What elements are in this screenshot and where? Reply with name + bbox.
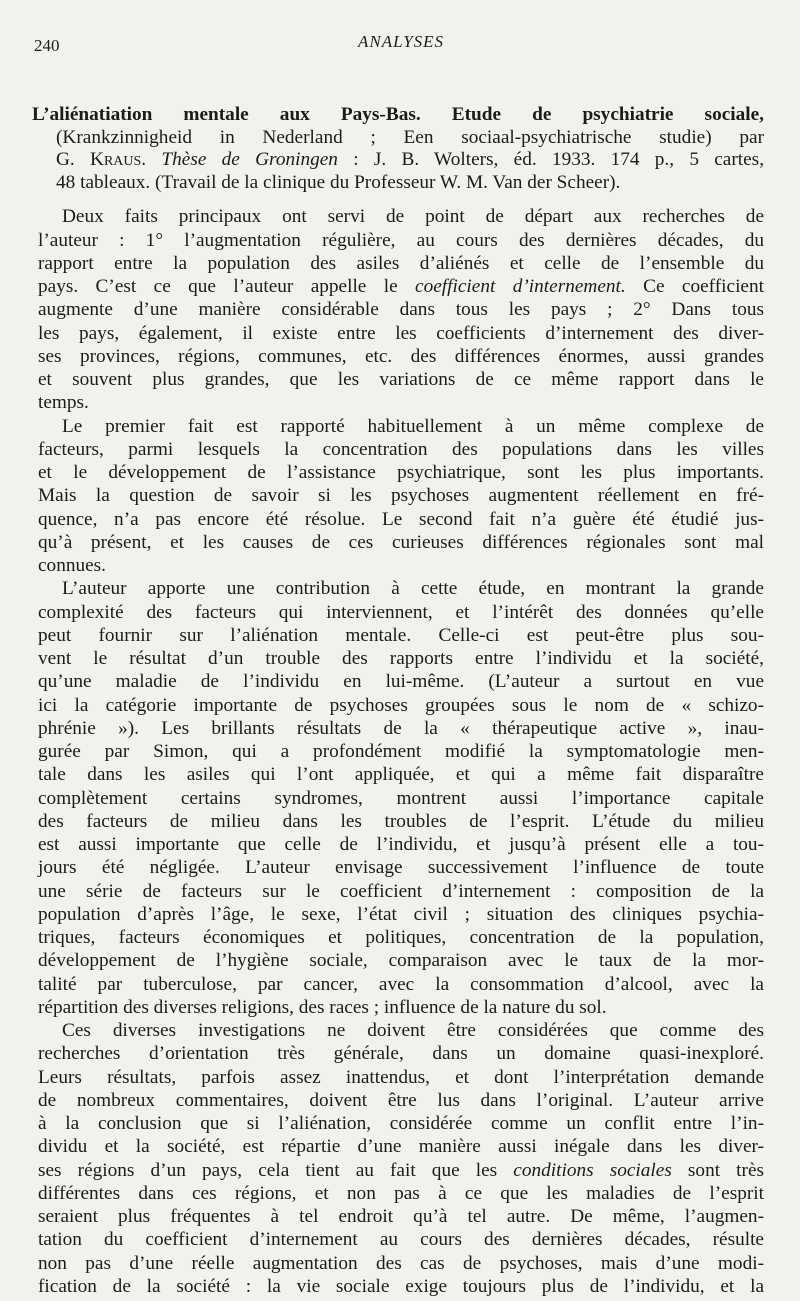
reference-title: L’aliénatiation mentale aux Pays-Bas. Etude de psychiatrie sociale, <box>32 104 764 125</box>
text-line: seraient plus fréquentes à tel endroit qu’à tel autre. De même, l’augmen- <box>38 1206 764 1228</box>
text-line: développement de l’hygiène sociale, comparaison avec le taux de la mor- <box>38 950 764 972</box>
text-line: ici la catégorie importante de psychoses groupées sous le nom de « schizo- <box>38 694 764 716</box>
text-line: de nombreux commentaires, doivent être lus dans l’original. L’auteur arrive <box>38 1089 764 1111</box>
text-line: et le développement de l’assistance psychiatrique, sont les plus importants. <box>38 462 764 484</box>
text-line: gurée par Simon, qui a profondément modifié la symptomatologie men- <box>38 741 764 763</box>
text-line: temps. <box>38 392 89 414</box>
text-line: Ces diverses investigations ne doivent être considérées que comme des <box>62 1020 764 1042</box>
text-segment: pays. C’est ce que l’auteur appelle le <box>38 276 416 298</box>
reference-thesis: Thèse de Groningen <box>161 149 338 171</box>
review-body <box>38 205 764 1298</box>
text-line: recherches d’orientation très générale, dans un domaine quasi-inexploré. <box>38 1043 764 1065</box>
text-segment: sont très <box>671 1159 765 1181</box>
text-line: différentes dans ces régions, et non pas à ce que les maladies de l’esprit <box>38 1182 764 1204</box>
page-number: 240 <box>34 36 60 55</box>
text-line: qu’une maladie de l’individu en lui-même. (L’auteur a surtout en vue <box>38 671 764 693</box>
running-title: ANALYSES <box>357 32 445 51</box>
text-line: talité par tuberculose, par cancer, avec la consommation d’alcool, avec la <box>38 973 764 995</box>
reference-author-line <box>32 149 764 172</box>
text-line: phrénie »). Les brillants résultats de la « thérapeutique active », inau- <box>38 717 764 739</box>
text-line: tale dans les asiles qui l’ont appliquée, et qui a même fait disparaître <box>38 764 764 786</box>
text-line: Deux faits principaux ont servi de point de départ aux recherches de <box>62 206 764 228</box>
text-line: à la conclusion que si l’aliénation, considérée comme un conflit entre l’in- <box>38 1113 764 1135</box>
text-line: des facteurs de milieu dans les troubles de l’esprit. L’étude du milieu <box>38 810 764 832</box>
running-head <box>34 30 764 56</box>
text-line: est aussi importante que celle de l’individu, et jusqu’à présent elle a tou- <box>38 834 764 856</box>
text-line: vent le résultat d’un trouble des rapports entre l’individu et la société, <box>38 648 764 670</box>
paragraph-1 <box>38 205 764 414</box>
text-line <box>38 1159 764 1182</box>
emphasis-conditions-sociales: conditions sociales <box>513 1159 672 1181</box>
text-line: L’auteur apporte une contribution à cette étude, en montrant la grande <box>62 578 764 600</box>
text-line: qu’à présent, et les causes de ces curieuses différences régionales sont mal <box>38 531 764 553</box>
text-line: connues. <box>38 555 107 577</box>
text-line: jours été négligée. L’auteur envisage successivement l’influence de toute <box>38 857 764 879</box>
paragraph-2 <box>38 415 764 578</box>
text-line: et souvent plus grandes, que les variations de ce même rapport dans le <box>38 369 764 391</box>
paragraph-3 <box>38 577 764 1019</box>
text-segment: ses régions d’un pays, cela tient au fait que les <box>38 1159 514 1181</box>
text-line: une série de facteurs sur le coefficient d’internement : composition de la <box>38 880 764 902</box>
text-line: Mais la question de savoir si les psychoses augmentent réellement en fré- <box>38 485 764 507</box>
reference-details: 48 tableaux. (Travail de la clinique du Professeur W. M. Van der Scheer). <box>56 171 621 193</box>
paragraph-4 <box>38 1019 764 1298</box>
text-line: tation du coefficient d’internement au cours des dernières décades, résulte <box>38 1229 764 1251</box>
text-line: quence, n’a pas encore été résolue. Le second fait n’a guère été étudié jus- <box>38 508 764 530</box>
text-line: complexité des facteurs qui interviennent, et l’intérêt des données qu’elle <box>38 601 764 623</box>
text-line: complètement certains syndromes, montrent aussi l’importance capitale <box>38 787 764 809</box>
reference-original-title: (Krankzinnigheid in Nederland ; Een sociaal-psychiatrische studie) par <box>56 126 764 148</box>
text-line: population d’après l’âge, le sexe, l’état civil ; situation des cliniques psychia- <box>38 903 764 925</box>
text-line: facteurs, parmi lesquels la concentration des populations dans les villes <box>38 438 764 460</box>
text-segment: Ce coefficient <box>625 276 764 298</box>
text-line: triques, facteurs économiques et politiques, concentration de la population, <box>38 927 764 949</box>
emphasis-coefficient: coefficient d’internement. <box>415 276 626 298</box>
text-line: l’auteur : 1° l’augmentation régulière, au cours des dernières décades, du <box>38 229 764 251</box>
text-line: dividu et la société, est répartie d’une manière aussi inégale dans les diver- <box>38 1136 764 1158</box>
text-line: peut fournir sur l’aliénation mentale. Celle-ci est peut-être plus sou- <box>38 624 764 646</box>
text-line: Le premier fait est rapporté habituellement à un même complexe de <box>62 415 764 437</box>
text-line: augmente d’une manière considérable dans tous les pays ; 2° Dans tous <box>38 299 764 321</box>
reference-author: G. Kraus. <box>56 149 147 171</box>
bibliographic-reference <box>32 104 764 194</box>
text-line: ses provinces, régions, communes, etc. des différences énormes, aussi grandes <box>38 345 764 367</box>
text-line: non pas d’une réelle augmentation des cas de psychoses, mais d’une modi- <box>38 1252 764 1274</box>
text-line: Leurs résultats, parfois assez inattendus, et dont l’interprétation demande <box>38 1066 764 1088</box>
reference-publisher: : J. B. Wolters, éd. 1933. 174 p., 5 cartes, <box>353 149 765 171</box>
text-line <box>38 275 764 298</box>
text-line: les pays, également, il existe entre les coefficients d’internement des diver- <box>38 322 764 344</box>
text-line: fication de la société : la vie sociale exige toujours plus de l’individu, et la <box>38 1275 764 1297</box>
text-line: répartition des diverses religions, des races ; influence de la nature du sol. <box>38 996 607 1018</box>
text-line: rapport entre la population des asiles d’aliénés et celle de l’ensemble du <box>38 252 764 274</box>
